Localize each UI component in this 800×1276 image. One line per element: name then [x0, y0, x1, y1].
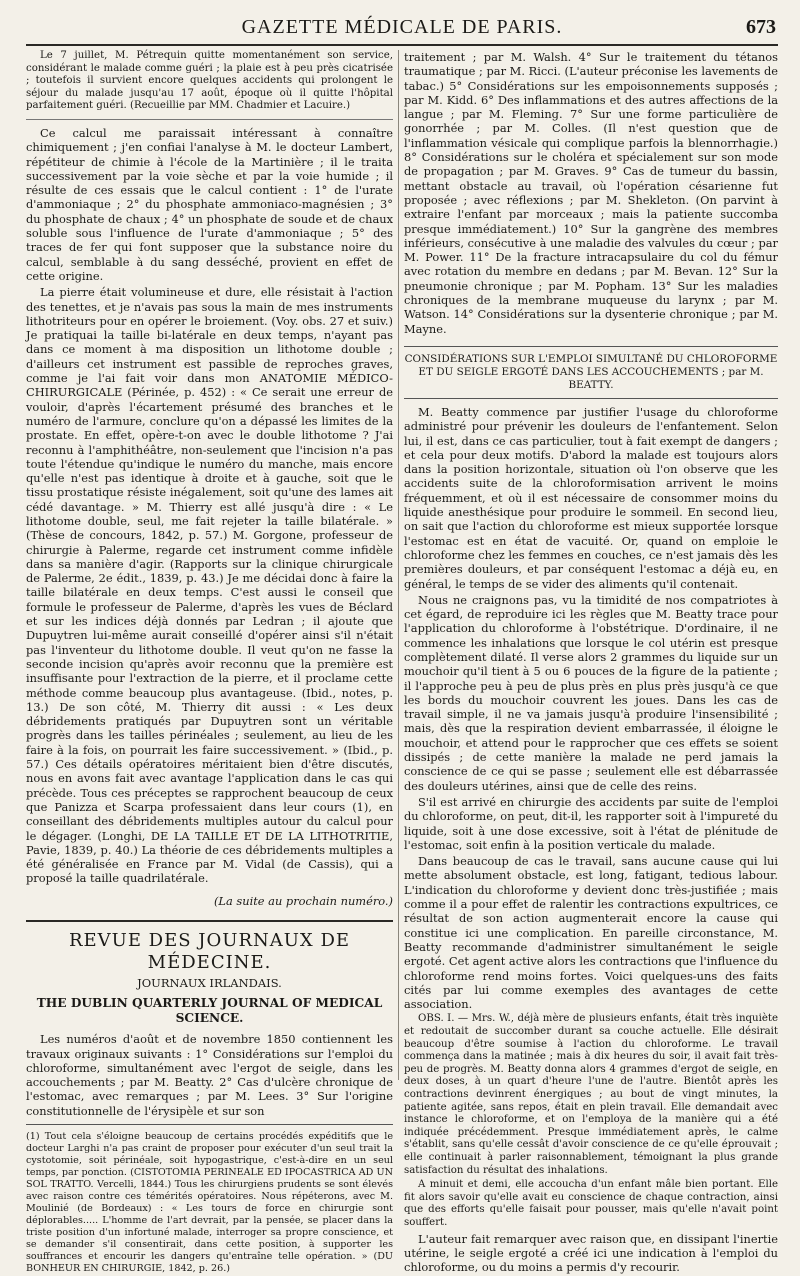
footnote: (1) Tout cela s'éloigne beaucoup de certains procédés expéditifs que le docteur Larghi n'a pas craint de proposer pour exécuter d'un seul trait la cystotomie, soit périnéale, soit hypogastrique, c'est-à-dire en un seul temps, par ponction. (CISTOTOMIA PERINEALE ED IPOCASTRICA AD UN SOL TRATTO. Vercelli, 1844.) Tous les chirurgiens prudents se sont élevés avec raison contre ces témérités opératoires. Nous répéterons, avec M. Moulinié (de Bordeaux) : « Les tours de force en chirurgie sont déplorables..... L'homme de l'art devrait, par la pensée, se placer dans la triste position d'un infortuné malade, interroger sa propre conscience, et se demander s'il consentirait, dans cette position, à supporter les souffrances et encourir les dangers qu'entraîne telle opération. » (DU BONHEUR EN CHIRURGIE, 1842, p. 26.)	[26, 1124, 393, 1275]
paragraph: Nous ne craignons pas, vu la timidité de nos compatriotes à cet égard, de reproduire ici les règles que M. Beatty trace pour l'application du chloroforme à l'obstétrique. D'ordinaire, il ne commence les inhalations que lorsque le col utérin est presque complètement dilaté. Il verse alors 2 grammes du liquide sur un mouchoir qu'il tient à 5 ou 6 pouces de la figure de la patiente ; il l'approche peu à peu de plus près en plus près jusqu'à ce que les bords du mouchoir couvrent les joues. Dans les cas de travail simple, il ne va jamais jusqu'à produire l'insensibilité ; mais, dès que la respiration devient embarrassée, il éloigne le mouchoir, et attend pour le rapprocher que ces effets se soient dissipés ; de cette manière la malade ne perd jamais la conscience de ce qui se passe ; seulement elle est débarrassée des douleurs utérines, ainsi que de celle des reins.	[404, 592, 778, 793]
section-title: REVUE DES JOURNAUX DE MÉDECINE.	[26, 920, 393, 974]
observation-paragraph: OBS. I. — Mrs. W., déjà mère de plusieurs enfants, était très inquiète et redoutait de succomber durant sa couche actuelle. Elle désirait beaucoup d'être soumise à l'action du chloroforme. Le travail commença dans la matinée ; mais à dix heures du soir, il avait fait très-peu de progrès. M. Beatty donna alors 4 grammes d'ergot de seigle, en deux doses, à un quart d'heure l'une de l'autre. Bientôt après les contractions devinrent énergiques ; au bout de vingt minutes, la patiente agitée, sans repos, était en plein travail. Elle demandait avec instance le chloroforme, et on l'employa de la manière qui a été indiquée précédemment. Presque immédiatement après, le calme s'établit, sans qu'elle cessât d'avoir conscience de ce qu'elle éprouvait ; elle continuait à parler raisonnablement, témoignant la plus grande satisfaction du résultat des inhalations.	[404, 1013, 778, 1176]
divider	[26, 119, 393, 120]
continued-note: (La suite au prochain numéro.)	[213, 893, 393, 908]
paragraph: S'il est arrivé en chirurgie des accidents par suite de l'emploi du chloroforme, on peut, dit-il, les rapporter soit à l'impureté du liquide, soit à une dose excessive, soit à l'état de plénitude de l'estomac, soit enfin à la position verticale du malade.	[404, 794, 778, 852]
paragraph: Les numéros d'août et de novembre 1850 contiennent les travaux originaux suivants : 1° Considérations sur l'emploi du chloroforme, simultanément avec l'ergot de seigle, dans les accouchements ; par M. Beatty. 2° Cas d'ulcère chronique de l'estomac, avec remarques ; par M. Lees. 3° Sur l'origine constitutionnelle de l'érysipèle et sur son	[26, 1032, 393, 1118]
page-header	[26, 14, 778, 46]
page-number: 673	[746, 16, 776, 38]
paragraph: L'auteur fait remarquer avec raison que, en dissipant l'inertie utérine, le seigle ergoté a créé ici une indication à l'emploi du chloroforme, ou du moins a permis d'y recourir.	[404, 1231, 778, 1275]
paragraph: traitement ; par M. Walsh. 4° Sur le traitement du tétanos traumatique ; par M. Ricci. (L'auteur préconise les lavements de tabac.) 5° Considérations sur les empoisonnements supposés ; par M. Kidd. 6° Des inflammations et des autres affections de la langue ; par M. Fleming. 7° Sur une forme particulière de gonorrhée ; par M. Colles. (Il n'est question que de l'inflammation vésicale qui complique parfois la blennorrhagie.) 8° Considérations sur le choléra et spécialement sur son mode de propagation ; par M. Graves. 9° Cas de tumeur du bassin, mettant obstacle au travail, où l'opération césarienne fut proposée ; avec réflexions ; par M. Shekleton. (On parvint à extraire l'enfant par morceaux ; mais la patiente succomba presque immédiatement.) 10° Sur la gangrène des membres inférieurs, consécutive à une maladie des valvules du cœur ; par M. Power. 11° De la fracture intracapsulaire du col du fémur avec rotation du membre en dedans ; par M. Bevan. 12° Sur la pneumonie chronique ; par M. Popham. 13° Sur les maladies chroniques de la membrane muqueuse du larynx ; par M. Watson. 14° Considérations sur la dysenterie chronique ; par M. Mayne.	[404, 50, 778, 336]
right-column	[404, 50, 778, 1276]
observation-paragraph: A minuit et demi, elle accoucha d'un enfant mâle bien portant. Elle fit alors savoir qu'elle avait eu conscience de chaque contraction, ainsi que des efforts qu'elle faisait pour pousser, mais qu'elle n'avait point souffert.	[404, 1179, 778, 1228]
article-title: CONSIDÉRATIONS SUR L'EMPLOI SIMULTANÉ DU CHLOROFORME ET DU SEIGLE ERGOTÉ DANS LES ACCOUCHEMENTS ; par M. BEATTY.	[404, 346, 778, 399]
paragraph: M. Beatty commence par justifier l'usage du chloroforme administré pour prévenir les douleurs de l'enfantement. Selon lui, il est, dans ce cas particulier, tout à fait exempt de dangers ; et cela pour deux motifs. D'abord la malade est toujours alors dans la position horizontale, situation où l'on observe que les accidents suite de la chloroformisation arrivent le moins fréquemment, et où il est nécessaire de consommer moins du liquide anesthésique pour produire le sommeil. En second lieu, on sait que l'action du chloroforme est mieux supportée lorsque l'estomac est en état de vacuité. Or, quand on emploie le chloroforme chez les femmes en couches, ce n'est jamais dès les premières douleurs, et par conséquent l'estomac a déjà eu, en général, le temps de se vider des aliments qu'il contenait.	[404, 404, 778, 591]
paragraph: La pierre était volumineuse et dure, elle résistait à l'action des tenettes, et je n'avais pas sous la main de mes instruments lithotriteurs pour en opérer le broiement. (Voy. obs. 27 et suiv.) Je pratiquai la taille bi-latérale en deux temps, n'ayant pas dans ce moment à ma disposition un lithotome double ; d'ailleurs cet instrument est passible de reproches graves, comme je l'ai fait voir dans mon ANATOMIE MÉDICO-CHIRURGICALE (Périnée, p. 452) : « Ce serait une erreur de vouloir, d'après l'écartement présumé des branches et le numéro de l'armure, conclure qu'on a dépassé les limites de la prostate. En effet, opère-t-on avec le double lithotome ? J'ai reconnu à l'amphithéâtre, non-seulement que l'incision n'a pas toute l'étendue qu'indique le numéro du manche, mais encore qu'elle n'est pas identique à droite et à gauche, soit que le tissu prostatique résiste inégalement, soit qu'une des lames ait cédé davantage. » M. Thierry est allé jusqu'à dire : « Le lithotome double, seul, me fait rejeter la taille bilatérale. » (Thèse de concours, 1842, p. 57.) M. Gorgone, professeur de chirurgie à Palerme, regarde cet instrument comme infidèle dans sa manière d'agir. (Rapports sur la clinique chirurgicale de Palerme, 2e édit., 1839, p. 43.) Je me décidai donc à faire la taille bilatérale en deux temps. C'est aussi le conseil que formule le professeur de Palerme, d'après les vues de Béclard et sur les indices déjà donnés par Ledran ; il ajoute que Dupuytren lui-même aurait conseillé d'opérer ainsi s'il n'était pas l'inventeur du lithotome double. Il veut qu'on ne fasse la seconde incision qu'après avoir reconnu que la première est insuffisante pour l'extraction de la pierre, et il proclame cette méthode comme beaucoup plus avantageuse. (Ibid., notes, p. 13.) De son côté, M. Thierry dit aussi : « Les deux débridements pratiqués par Dupuytren sont un véritable progrès dans les tailles périnéales ; seulement, au lieu de les faire à la fois, on pourrait les faire successivement. » (Ibid., p. 57.) Ces détails opératoires méritaient bien d'être discutés, nous en avons fait avec avantage l'application dans le cas qui précède. Tous ces préceptes se rapprochent beaucoup de ceux que Panizza et Scarpa professaient dans leur cours (1), en conseillant des débridements multiples autour du calcul pour le dégager. (Longhi, DE LA TAILLE ET DE LA LITHOTRITIE, Pavie, 1839, p. 40.) La théorie de ces débridements multiples a été généralisée en France par M. Vidal (de Cassis), qui a proposé la taille quadrilatérale.	[26, 285, 393, 886]
paragraph: Le 7 juillet, M. Pétrequin quitte momentanément son service, considérant le malade comme guéri ; la plaie est à peu près cicatrisée ; toutefois il survient encore quelques accidents qui prolongent le séjour du malade jusqu'au 17 août, époque où il quitte l'hôpital parfaitement guéri. (Recueillie par MM. Chadmier et Lacuire.)	[26, 50, 393, 112]
journal-masthead: GAZETTE MÉDICALE DE PARIS.	[241, 16, 563, 38]
journal-title: THE DUBLIN QUARTERLY JOURNAL OF MEDICAL SCIENCE.	[36, 996, 383, 1026]
section-subtitle: JOURNAUX IRLANDAIS.	[137, 976, 282, 990]
paragraph: Ce calcul me paraissait intéressant à connaître chimiquement ; j'en confiai l'analyse à M. le docteur Lambert, répétiteur de chimie à l'école de la Martinière ; il le traita successivement par la voie sèche et par la voie humide ; il résulte de ces essais que le calcul contient : 1° de l'urate d'ammoniaque ; 2° du phosphate ammoniaco-magnésien ; 3° du phosphate de chaux ; 4° un phosphate de soude et de chaux soluble sous l'influence de l'urate d'ammoniaque ; 5° des traces de fer qui font supposer que la substance noire du calcul, semblable à du sang desséché, provient en effet de cette origine.	[26, 125, 393, 283]
paragraph: Dans beaucoup de cas le travail, sans aucune cause qui lui mette absolument obstacle, est long, fatigant, tedious labour. L'indication du chloroforme y devient donc très-justifiée ; mais comme il a pour effet de ralentir les contractions expultrices, ce résultat de son action augmenterait encore la cause qui constitue ici une complication. En pareille circonstance, M. Beatty recommande d'administrer simultanément le seigle ergoté. Cet agent active alors les contractions que l'influence du chloroforme rend moins fortes. Voici quelques-uns des faits cités par lui comme exemples des avantages de cette association.	[404, 854, 778, 1012]
column-divider	[398, 50, 399, 1080]
left-column	[26, 50, 393, 1275]
